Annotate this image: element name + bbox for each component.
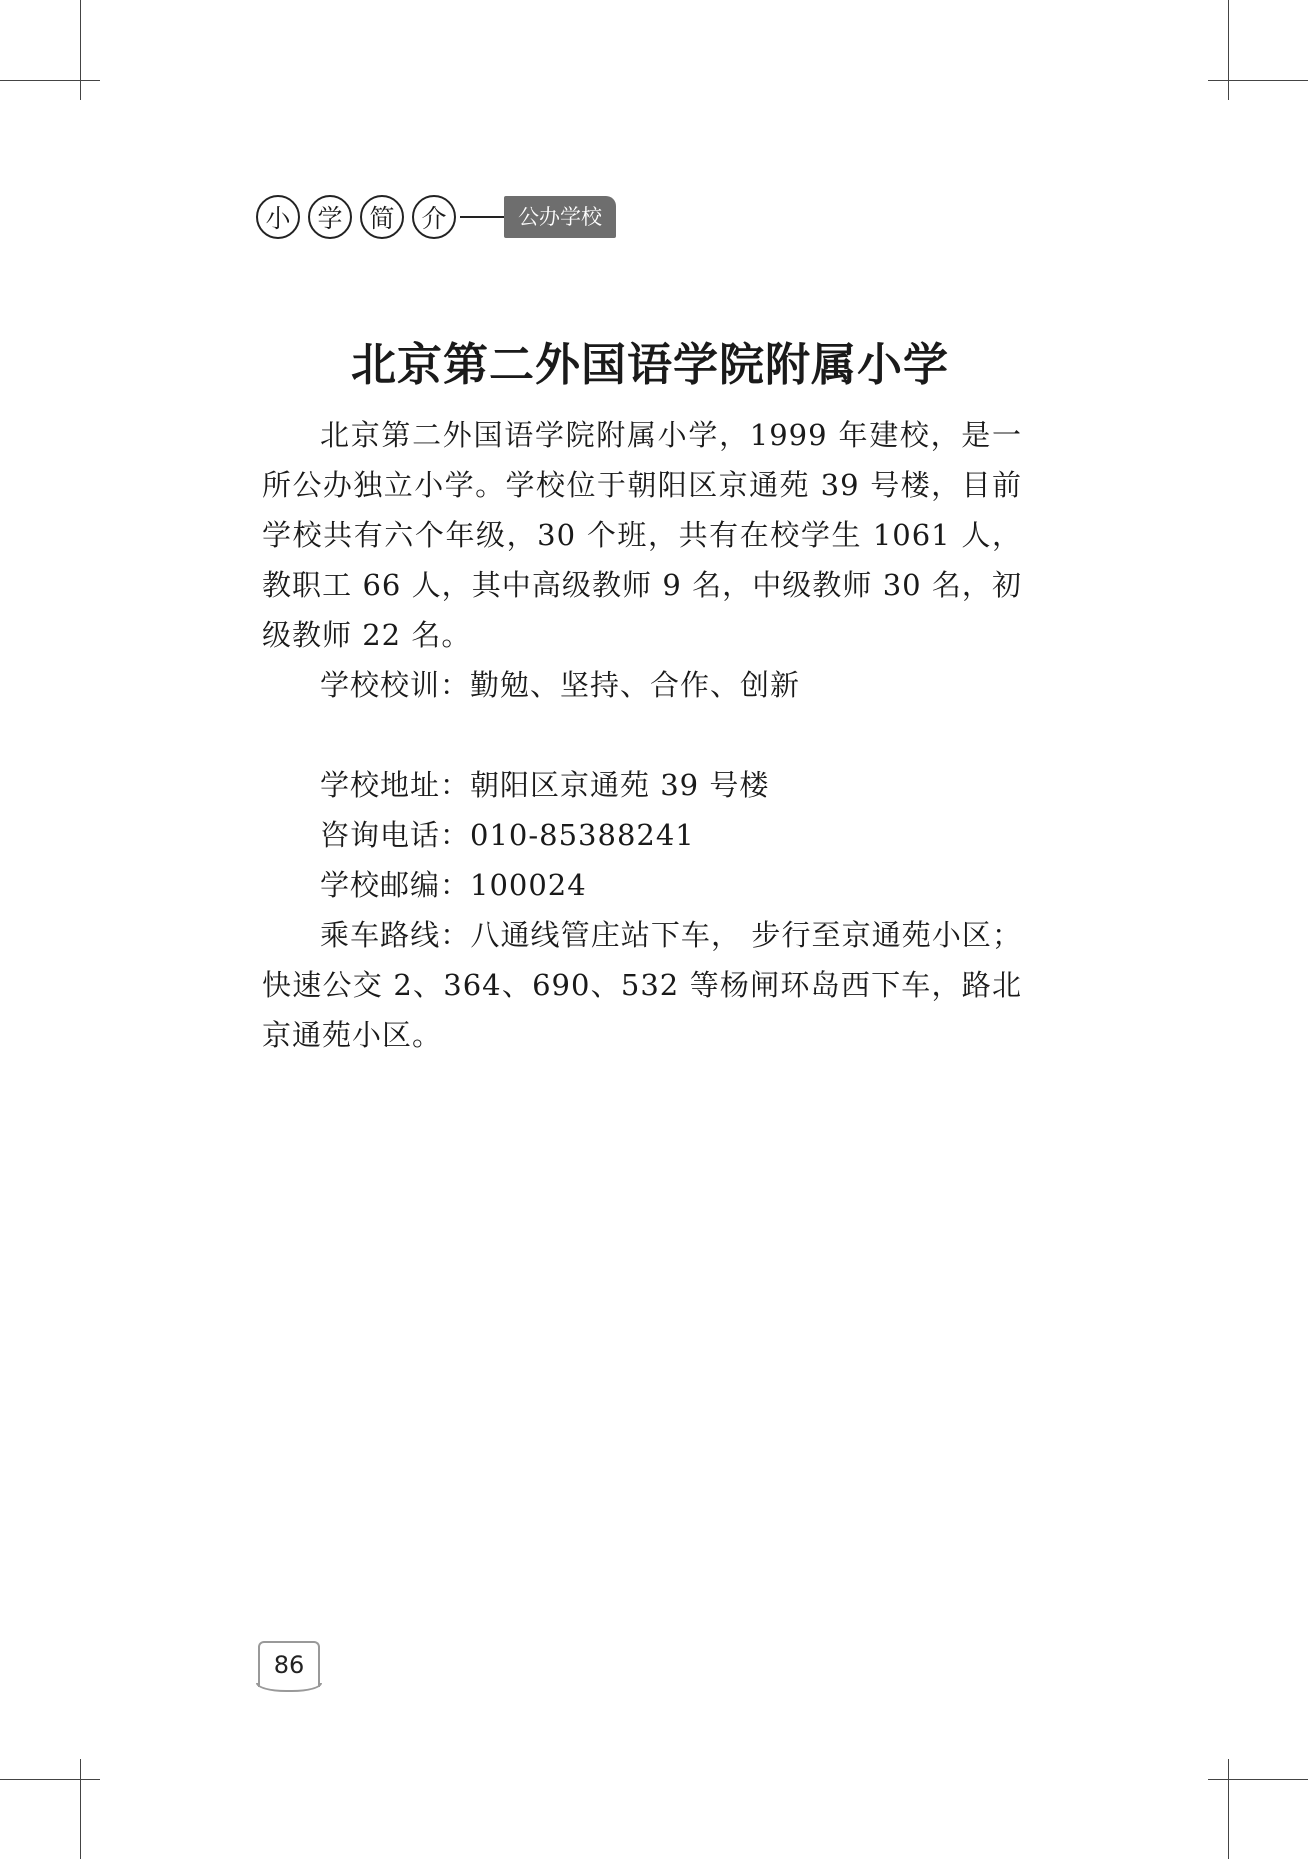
crop-mark [1208,80,1308,81]
spacer [262,710,1022,760]
page-title: 北京第二外国语学院附属小学 [350,338,949,391]
postcode-line: 学校邮编：100024 [320,868,587,902]
crop-mark [0,1779,100,1780]
article-body [262,410,1022,1060]
route-paragraph: 乘车路线：八通线管庄站下车， 步行至京通苑小区；快速公交 2、364、690、532 等杨闸环岛西下车，路北京通苑小区。 [262,918,1022,1052]
crop-mark [0,80,100,81]
intro-paragraph: 北京第二外国语学院附属小学，1999 年建校，是一所公办独立小学。学校位于朝阳区京通苑 39 号楼，目前学校共有六个年级，30 个班，共有在校学生 1061 人，教职工 66 人，其中高级教师 9 名，中级教师 30 名，初级教师 22 名。 [262,418,1022,652]
phone-line: 咨询电话：010-85388241 [320,818,695,852]
crop-mark [80,0,81,100]
book-icon [256,1683,322,1692]
header-circle-char: 介 [412,195,456,239]
header-circle-char: 简 [360,195,404,239]
crop-mark [1228,0,1229,100]
page-number: 86 [258,1641,320,1687]
motto-paragraph: 学校校训：勤勉、坚持、合作、创新 [320,668,801,702]
header-circle-char: 学 [308,195,352,239]
category-tag: 公办学校 [504,196,616,238]
header-circle-char: 小 [256,195,300,239]
header-connector-line [460,216,504,218]
crop-mark [80,1759,81,1859]
section-header [256,193,616,241]
crop-mark [1208,1779,1308,1780]
crop-mark [1228,1759,1229,1859]
address-line: 学校地址：朝阳区京通苑 39 号楼 [320,768,770,802]
